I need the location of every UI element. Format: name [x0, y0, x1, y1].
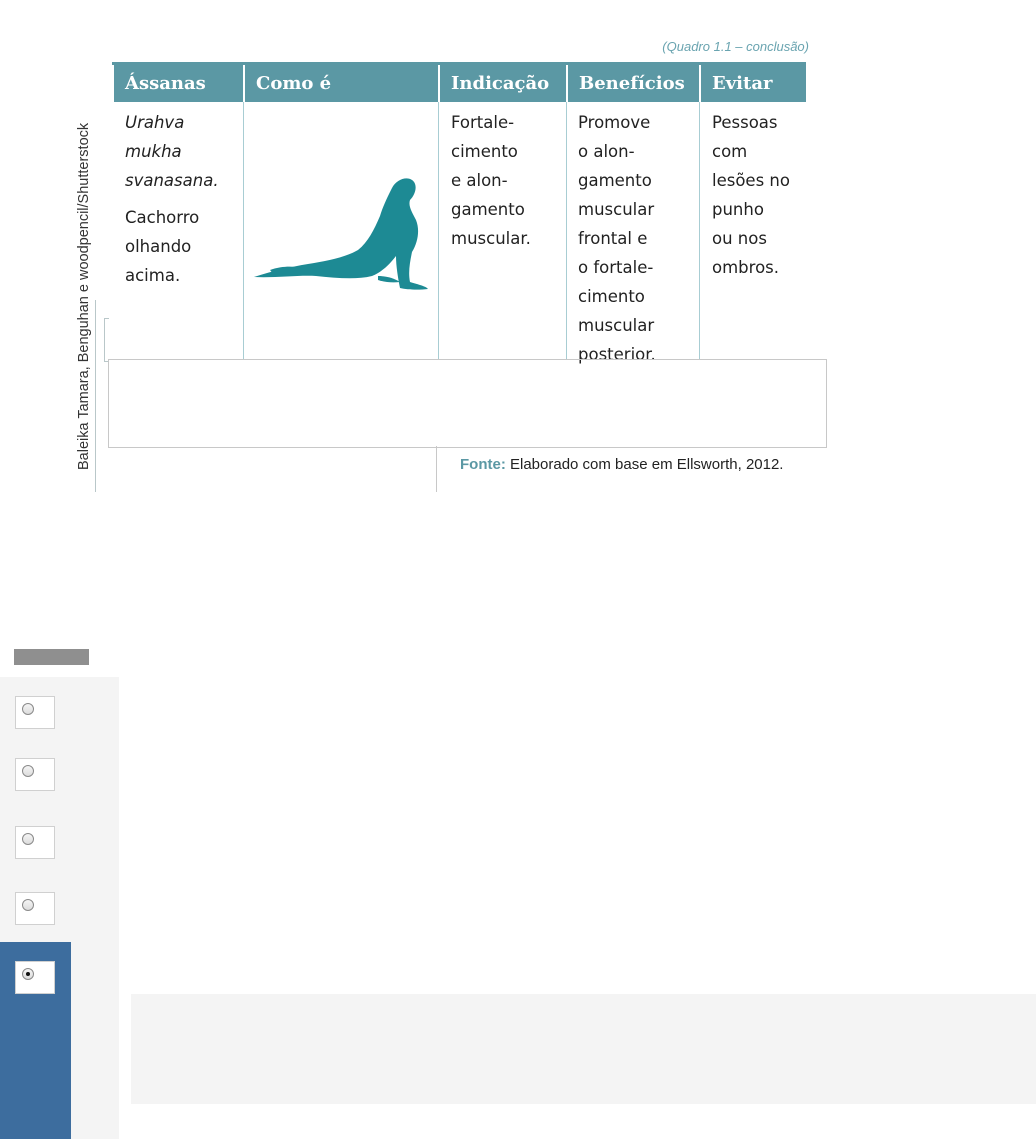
header-indicacao: Indicação: [451, 73, 550, 94]
header-evitar: Evitar: [712, 73, 773, 94]
option-b-radio[interactable]: [22, 765, 34, 777]
credit-rule: [95, 300, 96, 492]
option-d-radio[interactable]: [22, 899, 34, 911]
column-line: [699, 102, 700, 360]
cell-evitar: Pessoas com lesões no punho ou nos ombros.: [712, 113, 790, 277]
fonte-rule: [436, 446, 437, 492]
header-assanas: Ássanas: [125, 73, 206, 94]
option-c-radio[interactable]: [22, 833, 34, 845]
frame-box: [108, 359, 827, 448]
option-e-radio-box[interactable]: [15, 961, 55, 994]
column-line: [438, 102, 439, 360]
header-beneficios: Benefícios: [579, 73, 685, 94]
frame-left: [104, 318, 109, 362]
question-header-bar: [14, 649, 89, 665]
option-c-radio-box[interactable]: [15, 826, 55, 859]
cell-asana-common: Cachorro olhando acima.: [125, 208, 200, 285]
cell-beneficios: Promove o alon- gamento muscular frontal e o fortale- cimento muscular posterior.: [578, 113, 656, 364]
table-caption: (Quadro 1.1 – conclusão): [662, 39, 809, 54]
table-header: [114, 65, 806, 102]
feedback-box: [131, 994, 1036, 1104]
source-note: [460, 456, 783, 473]
option-e-radio[interactable]: [22, 968, 34, 980]
source-text: Elaborado com base em Ellsworth, 2012.: [510, 456, 784, 473]
cell-indicacao: Fortale- cimento e alon- gamento muscular.: [451, 113, 531, 248]
header-como-e: Como é: [256, 73, 332, 94]
option-a-radio[interactable]: [22, 703, 34, 715]
option-d-radio-box[interactable]: [15, 892, 55, 925]
option-b-radio-box[interactable]: [15, 758, 55, 791]
column-line: [243, 102, 244, 360]
option-a-radio-box[interactable]: [15, 696, 55, 729]
cell-asana-name: Urahva mukha svanasana.: [125, 113, 219, 190]
image-credit: Baleika Tamara, Benguhan e woodpencil/Shutterstock: [76, 122, 92, 470]
column-line: [566, 102, 567, 360]
upward-dog-illustration: [250, 172, 432, 292]
source-label: Fonte:: [460, 456, 506, 473]
